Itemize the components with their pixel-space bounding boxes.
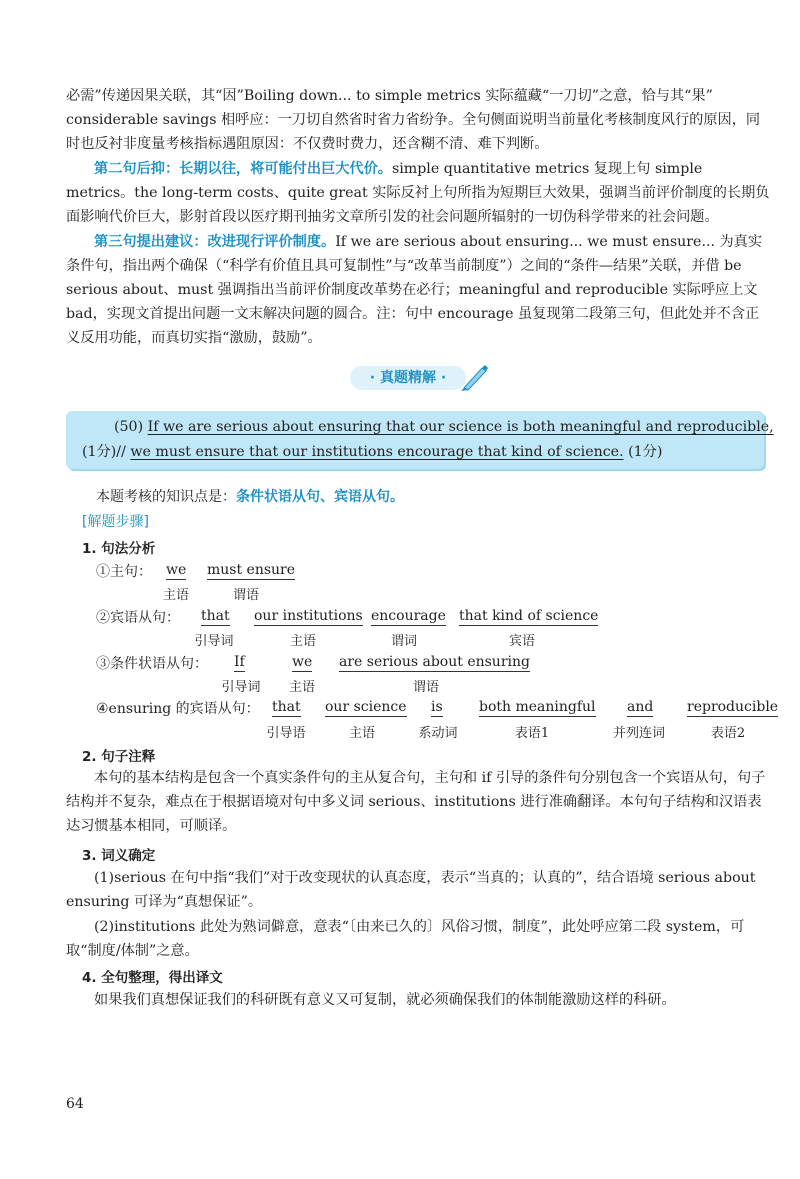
steps-tag: [解题步骤]	[82, 514, 149, 530]
row-1-role: 谓语	[232, 588, 260, 603]
row-1-word: must ensure	[207, 562, 296, 578]
row-4-label: ④ensuring 的宾语从句：	[96, 701, 260, 717]
section-2-text: 本句的基本结构是包含一个真实条件句的主从复合句，主句和 if 引导的条件句分别包含一个宾语从句，句子结构并不复杂，难点在于根据语境对句中多义词 serious、institutions 进行准确翻译。本句句子结构和汉语表达习惯基本相同，可顺译。	[66, 770, 766, 834]
row-4-role: 表语2	[710, 726, 746, 741]
row-3-word: we	[292, 654, 313, 670]
row-2-role: 宾语	[508, 634, 536, 649]
row-4-word: and	[627, 699, 654, 715]
row-4-word: our science	[325, 699, 407, 715]
knowledge-points-value: 条件状语从句、宾语从句。	[236, 489, 404, 505]
row-1-word: we	[166, 562, 187, 578]
paragraph-1: 必需”传递因果关联，其“因”Boiling down... to simple metrics 实际蕴藏“一刀切”之意，恰与其“果” considerable savings 相呼应：一刀切自然省时省力省纷争。全句侧面说明当前量化考核制度风行的原因，同时也反衬非度量考核指标遇阻原因：不仅费时费力，还含糊不清、难下判断。	[66, 88, 761, 152]
row-4-role: 主语	[348, 726, 376, 741]
row-2-role: 引导词	[194, 634, 234, 649]
row-2-word: encourage	[371, 608, 446, 624]
row-3-label: ③条件状语从句：	[96, 656, 208, 672]
pen-icon	[458, 362, 490, 392]
section-2-heading: 2. 句子注释	[82, 749, 156, 765]
section-3-text-2: (2)institutions 此处为熟词僻意，意表“〔由来已久的〕风俗习惯，制度”，此处呼应第二段 system，可取“制度/体制”之意。	[66, 919, 745, 959]
row-4-role: 并列连词	[612, 726, 666, 741]
score-2: (1分)	[628, 444, 663, 460]
section-4-heading: 4. 全句整理，得出译文	[82, 970, 223, 986]
row-2-role: 谓词	[390, 634, 418, 649]
row-2-label: ②宾语从句：	[96, 610, 180, 626]
knowledge-points-label: 本题考核的知识点是：	[96, 489, 236, 505]
paragraph-3-body: If we are serious about ensuring... we must ensure... 为真实条件句，指出两个确保（“科学有价值且具可复制性”与“改革当前制度”）之间的“条件—结果”关联，并借 be serious about、must 强调指出当前评价制度改革势在必行；meaningful and reproducible 实际呼应上文 bad，实现文首提出问题一文末解决问题的圆合。注：句中 encourage 虽复现第二段第三句，但此处并不含正义反用功能，而真切实指“激励，鼓励”。	[66, 234, 763, 346]
exam-sentence-line-2	[82, 441, 662, 463]
row-3-role: 谓语	[412, 680, 440, 695]
sentence-part-1: If we are serious about ensuring that our science is both meaningful and reproducible,	[147, 419, 774, 435]
row-4-word: both meaningful	[479, 699, 596, 715]
row-3-role: 引导词	[221, 680, 261, 695]
row-3-word: are serious about ensuring	[339, 654, 530, 670]
row-4-word: is	[431, 699, 443, 715]
exam-sentence-box	[66, 411, 774, 469]
section-title: · 真题精解 ·	[350, 366, 466, 390]
row-3-role: 主语	[288, 680, 316, 695]
row-4-word: that	[272, 699, 301, 715]
row-2-word: that kind of science	[459, 608, 599, 624]
row-4-role: 系动词	[418, 726, 458, 741]
knowledge-points	[96, 486, 404, 506]
row-4-word: reproducible	[687, 699, 779, 715]
row-4-role: 引导语	[266, 726, 306, 741]
row-4-role: 表语1	[514, 726, 550, 741]
paragraph-2-heading: 第二句后抑：长期以往，将可能付出巨大代价。	[94, 161, 392, 177]
paragraph-3	[66, 230, 772, 350]
row-3-word: If	[234, 654, 245, 670]
paragraph-3-heading: 第三句提出建议：改进现行评价制度。	[94, 234, 336, 250]
exam-sentence-line-1	[114, 416, 774, 438]
sentence-part-2: we must ensure that our institutions encourage that kind of science.	[130, 444, 624, 460]
question-number: (50)	[114, 419, 144, 435]
row-2-word: our institutions	[254, 608, 363, 624]
score-1: (1分)//	[82, 444, 126, 460]
paragraph-2-body: simple quantitative metrics 复现上句 simple metrics。the long-term costs、quite great 实际反衬上句所指为短期巨大效果，强调当前评价制度的长期负面影响代价巨大，影射首段以医疗期刊抽劣文章所引发的社会问题所辐射的一切伪科学带来的社会问题。	[66, 161, 770, 225]
row-1-role: 主语	[162, 588, 190, 603]
translation: 如果我们真想保证我们的科研既有意义又可复制，就必须确保我们的体制能激励这样的科研。	[94, 992, 676, 1008]
row-1-label: ①主句：	[96, 564, 152, 580]
section-3-text-1: (1)serious 在句中指“我们”对于改变现状的认真态度，表示“当真的；认真的”，结合语境 serious about ensuring 可译为“真想保证”。	[66, 870, 756, 910]
page-number: 64	[66, 1096, 84, 1112]
row-2-word: that	[201, 608, 230, 624]
section-3-heading: 3. 词义确定	[82, 848, 156, 864]
section-1-heading: 1. 句法分析	[82, 541, 156, 557]
paragraph-2	[66, 157, 772, 229]
row-2-role: 主语	[289, 634, 317, 649]
